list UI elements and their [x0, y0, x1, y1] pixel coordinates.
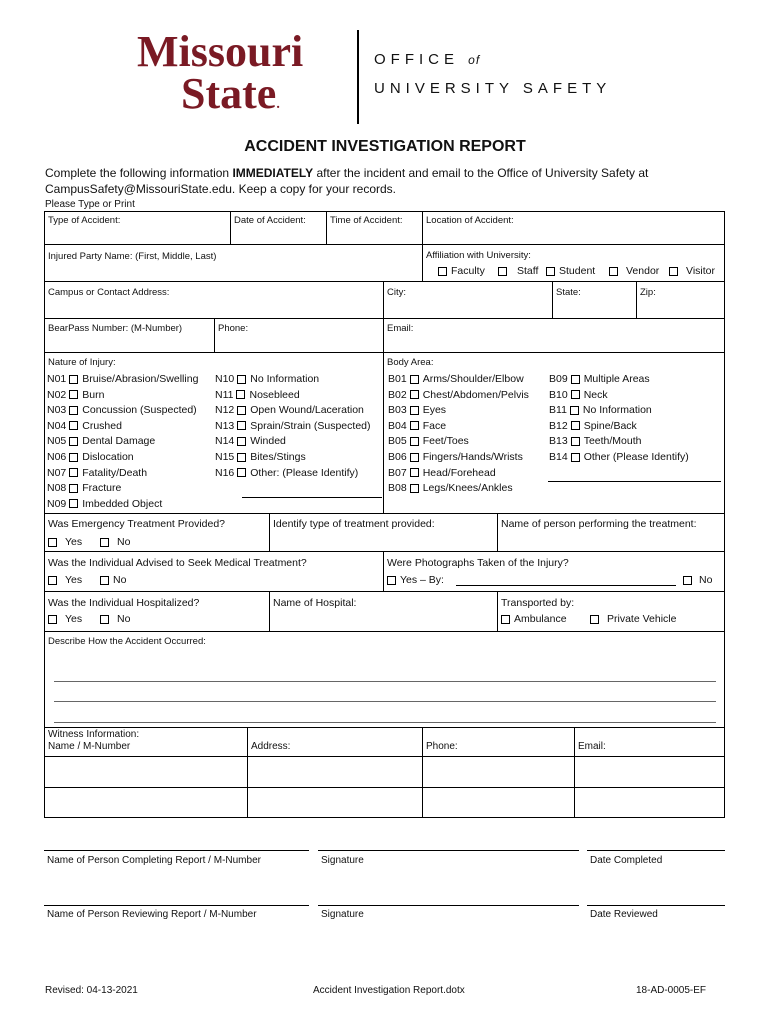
emergency-cell — [44, 513, 270, 552]
emergency-no-label: No — [117, 536, 131, 548]
staff-label: Staff — [517, 265, 539, 277]
body-label: Other (Please Identify) — [583, 451, 689, 463]
ambulance-label: Ambulance — [514, 613, 567, 625]
hospital-no-label: No — [117, 613, 131, 625]
body-checkbox[interactable] — [410, 421, 419, 430]
injury-item-n03[interactable] — [47, 404, 197, 416]
completing-date-line[interactable] — [587, 850, 725, 851]
injury-label: Crushed — [82, 419, 122, 432]
visitor-checkbox[interactable] — [669, 267, 678, 276]
witness-name-header — [44, 727, 248, 757]
injury-item-n09[interactable] — [47, 498, 162, 510]
logo-state — [181, 69, 280, 118]
emergency-yes[interactable] — [48, 536, 82, 548]
body-checkbox[interactable] — [571, 453, 580, 462]
injury-item-n12[interactable] — [215, 404, 364, 416]
body-checkbox[interactable] — [410, 375, 419, 384]
reviewing-sig-label: Signature — [321, 909, 364, 920]
address-cell[interactable] — [44, 281, 384, 319]
affiliation-student[interactable] — [546, 265, 595, 277]
injury-label: Other: (Please Identify) — [250, 466, 359, 479]
injury-label: Bruise/Abrasion/Swelling — [82, 373, 199, 385]
affiliation-vendor[interactable] — [609, 265, 659, 277]
injury-code: N09 — [47, 497, 67, 510]
hospital-no-checkbox[interactable] — [100, 615, 109, 624]
intro-bold: IMMEDIATELY — [232, 166, 314, 180]
visitor-label: Visitor — [686, 265, 715, 277]
intro-post: after the incident and email to the Office of University Safety at — [313, 166, 649, 180]
injury-item-n01[interactable] — [47, 373, 198, 385]
body-code: B04 — [388, 419, 407, 432]
print-note: Please Type or Print — [45, 199, 135, 210]
injury-code: N01 — [47, 373, 67, 385]
emergency-no-checkbox[interactable] — [100, 538, 109, 547]
body-code: B03 — [388, 404, 407, 417]
body-label: Legs/Knees/Ankles — [422, 482, 513, 495]
body-item-b11[interactable] — [549, 404, 652, 416]
body-label: No Information — [582, 404, 652, 417]
advised-question: Was the Individual Advised to Seek Medical Treatment? — [48, 557, 307, 569]
injury-code: N15 — [215, 451, 235, 463]
body-code: B01 — [388, 373, 407, 385]
intro-line2: CampusSafety@MissouriState.edu. Keep a copy for your records. — [45, 182, 397, 196]
injury-checkbox[interactable] — [236, 390, 245, 399]
intro-pre: Complete the following information — [45, 166, 233, 180]
faculty-label: Faculty — [451, 265, 485, 277]
body-item-b01[interactable] — [388, 373, 524, 385]
injury-checkbox[interactable] — [237, 375, 246, 384]
injury-item-n14[interactable] — [215, 435, 286, 447]
injury-checkbox[interactable] — [69, 390, 78, 399]
file-name: Accident Investigation Report.dotx — [313, 985, 465, 996]
body-code: B09 — [549, 373, 568, 385]
body-item-b07[interactable] — [388, 467, 496, 479]
witness-email-label: Email: — [578, 741, 606, 752]
witness1-phone[interactable] — [422, 756, 575, 788]
hospital-question: Was the Individual Hospitalized? — [48, 597, 200, 609]
body-label: Arms/Shoulder/Elbow — [422, 373, 524, 385]
office-line1 — [374, 51, 480, 68]
logo-mark: . — [276, 97, 280, 112]
vendor-label: Vendor — [626, 265, 660, 277]
injury-checkbox[interactable] — [69, 468, 78, 477]
photos-yes-label: Yes – By: — [400, 574, 444, 586]
transported-label: Transported by: — [501, 597, 575, 609]
injury-checkbox[interactable] — [69, 421, 78, 430]
witness-label2: Name / M-Number — [48, 741, 131, 752]
body-checkbox[interactable] — [410, 390, 419, 399]
body-item-b02[interactable] — [388, 389, 529, 401]
body-label: Teeth/Mouth — [583, 435, 642, 448]
date-cell[interactable] — [230, 211, 327, 245]
injury-code: N03 — [47, 404, 67, 417]
advised-yes-label: Yes — [65, 574, 83, 586]
hospital-yes[interactable] — [48, 613, 82, 625]
vendor-checkbox[interactable] — [609, 267, 618, 276]
injury-code: N12 — [215, 404, 235, 417]
body-item-b13[interactable] — [549, 435, 641, 447]
reviewing-date-line[interactable] — [587, 905, 725, 906]
body-label: Head/Forehead — [422, 466, 496, 479]
reviewing-sig-line[interactable] — [318, 905, 579, 906]
type-label: Type of Accident: — [48, 215, 121, 226]
state-cell[interactable] — [552, 281, 637, 319]
injury-checkbox[interactable] — [237, 406, 246, 415]
injury-item-n11[interactable] — [215, 389, 300, 401]
injury-label: Imbedded Object — [82, 497, 163, 510]
date-label: Date of Accident: — [234, 215, 306, 226]
describe-label: Describe How the Accident Occurred: — [48, 636, 206, 647]
injury-code: N02 — [47, 388, 67, 401]
injury-label: Winded — [250, 435, 286, 448]
injury-item-n06[interactable] — [47, 451, 134, 463]
body-code: B12 — [549, 419, 568, 432]
body-code: B13 — [549, 435, 568, 448]
body-label: Feet/Toes — [422, 435, 469, 448]
logo-state-text: State — [181, 69, 277, 118]
performer-cell[interactable] — [497, 513, 725, 552]
bearpass-label: BearPass Number: (M-Number) — [48, 323, 183, 334]
hospital-cell — [44, 591, 270, 632]
body-code: B14 — [549, 451, 568, 463]
faculty-checkbox[interactable] — [438, 267, 447, 276]
injury-label: Dental Damage — [82, 435, 156, 448]
phone-label: Phone: — [218, 323, 249, 334]
body-label: Chest/Abdomen/Pelvis — [422, 388, 529, 401]
injury-item-n04[interactable] — [47, 420, 122, 432]
witness2-phone[interactable] — [422, 787, 575, 818]
injury-code: N07 — [47, 466, 67, 479]
city-label: City: — [387, 287, 406, 298]
location-cell[interactable] — [422, 211, 725, 245]
office-line2: UNIVERSITY SAFETY — [374, 80, 612, 97]
hospital-yes-checkbox[interactable] — [48, 615, 57, 624]
describe-line-1[interactable] — [54, 681, 716, 682]
body-checkbox[interactable] — [410, 484, 419, 493]
affiliation-cell — [422, 244, 725, 282]
body-code: B07 — [388, 466, 407, 479]
private-label: Private Vehicle — [607, 613, 677, 625]
injury-label: Bites/Stings — [250, 451, 306, 463]
completing-name-label: Name of Person Completing Report / M-Number — [47, 855, 261, 866]
advised-no[interactable] — [100, 574, 126, 586]
location-label: Location of Accident: — [426, 215, 514, 226]
transport-private[interactable] — [590, 613, 676, 625]
body-checkbox[interactable] — [571, 421, 580, 430]
photos-question: Were Photographs Taken of the Injury? — [387, 557, 569, 569]
injury-label: Nature of Injury: — [48, 357, 116, 368]
body-item-b04[interactable] — [388, 420, 446, 432]
state-label: State: — [556, 287, 581, 298]
hospital-yes-label: Yes — [65, 613, 83, 625]
injury-checkbox[interactable] — [69, 453, 78, 462]
witness2-name[interactable] — [44, 787, 248, 818]
injury-label: Sprain/Strain (Suspected) — [250, 419, 371, 432]
intro-line1 — [45, 166, 648, 180]
injury-code: N10 — [215, 373, 235, 385]
transported-cell — [497, 591, 725, 632]
injury-checkbox[interactable] — [237, 437, 246, 446]
email-cell[interactable] — [383, 318, 725, 353]
treatment-cell[interactable] — [269, 513, 498, 552]
injury-label: Nosebleed — [249, 388, 300, 401]
body-label: Fingers/Hands/Wrists — [422, 451, 523, 463]
photos-no[interactable] — [683, 574, 712, 586]
body-label: Body Area: — [387, 357, 434, 368]
injury-checkbox[interactable] — [237, 421, 246, 430]
emergency-yes-checkbox[interactable] — [48, 538, 57, 547]
hospital-name-cell[interactable] — [269, 591, 498, 632]
address-label: Campus or Contact Address: — [48, 287, 170, 298]
photos-no-checkbox[interactable] — [683, 576, 692, 585]
student-label: Student — [559, 265, 596, 277]
emergency-yes-label: Yes — [65, 536, 83, 548]
revised-date: Revised: 04-13-2021 — [45, 985, 138, 996]
body-label: Multiple Areas — [583, 373, 650, 385]
injury-item-n02[interactable] — [47, 389, 104, 401]
treatment-label: Identify type of treatment provided: — [273, 518, 435, 530]
email-label: Email: — [387, 323, 414, 334]
emergency-no[interactable] — [100, 536, 130, 548]
affiliation-faculty[interactable] — [438, 265, 485, 277]
injury-checkbox[interactable] — [69, 406, 78, 415]
witness1-name[interactable] — [44, 756, 248, 788]
injury-code: N04 — [47, 419, 67, 432]
body-code: B06 — [388, 451, 407, 463]
injury-checkbox[interactable] — [237, 453, 246, 462]
private-checkbox[interactable] — [590, 615, 599, 624]
injury-label: Fatality/Death — [82, 466, 148, 479]
photos-cell — [383, 551, 725, 592]
body-label: Face — [422, 419, 447, 432]
body-item-b12[interactable] — [549, 420, 637, 432]
body-code: B11 — [549, 404, 567, 417]
body-label: Neck — [583, 388, 608, 401]
office-word: OFFICE — [374, 51, 459, 68]
injury-checkbox[interactable] — [69, 484, 78, 493]
photos-yes-checkbox[interactable] — [387, 576, 396, 585]
page-title: ACCIDENT INVESTIGATION REPORT — [244, 138, 526, 155]
witness-phone-label: Phone: — [426, 741, 458, 752]
injury-code: N06 — [47, 451, 67, 463]
completing-sig-line[interactable] — [318, 850, 579, 851]
witness-email-header — [574, 727, 725, 757]
body-code: B10 — [549, 388, 568, 401]
advised-yes-checkbox[interactable] — [48, 576, 57, 585]
injury-code: N16 — [215, 466, 235, 479]
body-checkbox[interactable] — [571, 375, 580, 384]
emergency-question: Was Emergency Treatment Provided? — [48, 518, 226, 530]
injury-item-n05[interactable] — [47, 435, 155, 447]
completing-name-line[interactable] — [44, 850, 309, 851]
header-divider — [357, 30, 359, 124]
bearpass-cell[interactable] — [44, 318, 215, 353]
body-checkbox[interactable] — [571, 390, 580, 399]
witness-address-label: Address: — [251, 741, 291, 752]
time-label: Time of Accident: — [330, 215, 403, 226]
ambulance-checkbox[interactable] — [501, 615, 510, 624]
describe-cell[interactable] — [44, 631, 725, 728]
injury-checkbox[interactable] — [69, 375, 78, 384]
hospital-no[interactable] — [100, 613, 130, 625]
body-code: B05 — [388, 435, 407, 448]
affiliation-visitor[interactable] — [669, 265, 715, 277]
student-checkbox[interactable] — [546, 267, 555, 276]
advised-no-label: No — [113, 574, 127, 586]
staff-checkbox[interactable] — [498, 267, 507, 276]
body-label: Eyes — [422, 404, 447, 417]
photos-yes[interactable] — [387, 574, 444, 586]
injury-label: Dislocation — [82, 451, 134, 463]
injury-checkbox[interactable] — [69, 499, 78, 508]
injury-item-n07[interactable] — [47, 467, 147, 479]
injury-item-n10[interactable] — [215, 373, 319, 385]
zip-label: Zip: — [640, 287, 656, 298]
photos-by-line[interactable] — [456, 585, 676, 586]
witness-address-header — [247, 727, 423, 757]
injury-label: Burn — [82, 388, 105, 401]
body-checkbox[interactable] — [410, 453, 419, 462]
advised-cell — [44, 551, 384, 592]
injury-checkbox[interactable] — [237, 468, 246, 477]
describe-line-2[interactable] — [54, 701, 716, 702]
office-of: of — [468, 53, 481, 67]
other-body-line[interactable] — [548, 481, 721, 482]
body-item-b05[interactable] — [388, 435, 469, 447]
body-item-b06[interactable] — [388, 451, 523, 463]
witness1-email[interactable] — [574, 756, 725, 788]
body-item-b09[interactable] — [549, 373, 650, 385]
injured-name-label: Injured Party Name: (First, Middle, Last) — [48, 251, 217, 262]
form-code: 18-AD-0005-EF — [636, 985, 707, 996]
body-checkbox[interactable] — [410, 406, 419, 415]
time-cell[interactable] — [326, 211, 423, 245]
body-item-b08[interactable] — [388, 482, 513, 494]
injury-item-n15[interactable] — [215, 451, 306, 463]
injury-code: N11 — [215, 388, 234, 401]
reviewing-name-line[interactable] — [44, 905, 309, 906]
witness2-address[interactable] — [247, 787, 423, 818]
other-injury-line[interactable] — [242, 497, 382, 498]
injury-code: N14 — [215, 435, 235, 448]
injury-item-n16[interactable] — [215, 467, 358, 479]
body-label: Spine/Back — [583, 419, 637, 432]
body-checkbox[interactable] — [570, 406, 579, 415]
body-item-b03[interactable] — [388, 404, 446, 416]
city-cell[interactable] — [383, 281, 553, 319]
injured-name-cell[interactable] — [44, 244, 423, 282]
injury-code: N05 — [47, 435, 67, 448]
body-checkbox[interactable] — [410, 468, 419, 477]
witness-phone-header — [422, 727, 575, 757]
type-cell[interactable] — [44, 211, 231, 245]
body-code: B02 — [388, 388, 407, 401]
witness2-email[interactable] — [574, 787, 725, 818]
injury-code: N13 — [215, 419, 235, 432]
witness1-address[interactable] — [247, 756, 423, 788]
phone-cell[interactable] — [214, 318, 384, 353]
injury-code: N08 — [47, 482, 67, 495]
performer-label: Name of person performing the treatment: — [501, 518, 697, 530]
injury-label: Open Wound/Laceration — [250, 404, 364, 417]
body-code: B08 — [388, 482, 407, 495]
reviewing-name-label: Name of Person Reviewing Report / M-Number — [47, 909, 257, 920]
describe-line-3[interactable] — [54, 722, 716, 723]
injury-label: No Information — [250, 373, 320, 385]
injury-label: Fracture — [82, 482, 122, 495]
logo-missouri: Missouri — [137, 27, 304, 76]
injury-label: Concussion (Suspected) — [82, 404, 197, 417]
injury-checkbox[interactable] — [69, 437, 78, 446]
photos-no-label: No — [699, 574, 713, 586]
body-checkbox[interactable] — [571, 437, 580, 446]
body-item-b14[interactable] — [549, 451, 689, 463]
body-checkbox[interactable] — [410, 437, 419, 446]
injury-item-n08[interactable] — [47, 482, 121, 494]
injury-item-n13[interactable] — [215, 420, 371, 432]
witness-label1: Witness Information: — [48, 729, 140, 740]
zip-cell[interactable] — [636, 281, 725, 319]
advised-no-checkbox[interactable] — [100, 576, 109, 585]
completing-sig-label: Signature — [321, 855, 364, 866]
completing-date-label: Date Completed — [590, 855, 663, 866]
affiliation-staff[interactable] — [498, 265, 538, 277]
advised-yes[interactable] — [48, 574, 82, 586]
body-item-b10[interactable] — [549, 389, 608, 401]
hospital-name-label: Name of Hospital: — [273, 597, 357, 609]
transport-ambulance[interactable] — [501, 613, 567, 625]
reviewing-date-label: Date Reviewed — [590, 909, 658, 920]
affiliation-label: Affiliation with University: — [426, 250, 531, 261]
